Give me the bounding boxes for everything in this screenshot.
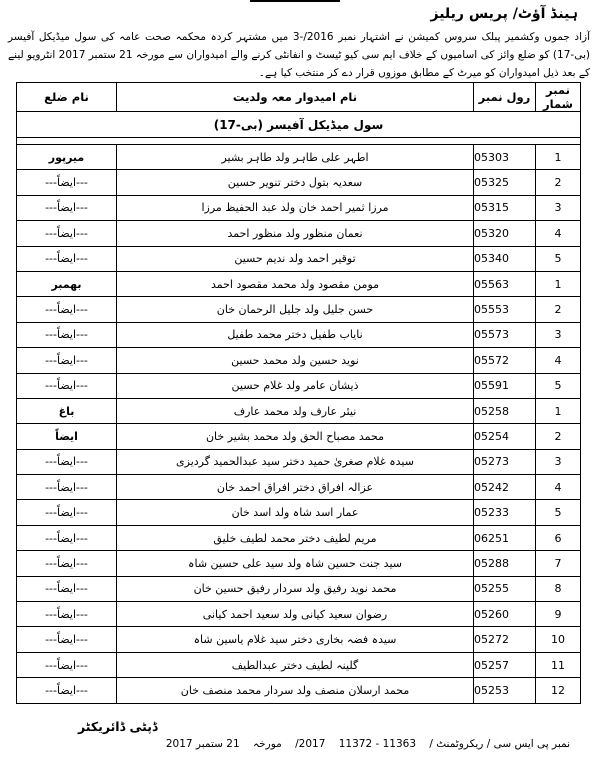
row-serial: 10 [536,627,581,652]
row-candidate-name: نیئر عارف ولد محمد عارف [117,398,474,423]
top-rule [250,0,340,8]
row-district: ---ایضاً--- [17,475,117,500]
row-roll-number: 05573 [474,322,536,347]
reference-label: نمبر پی ایس سی / ریکروٹمنٹ / [429,738,570,750]
row-roll-number: 05340 [474,246,536,271]
row-district: ---ایضاً--- [17,627,117,652]
section-spacer [17,138,581,145]
table-row [17,348,581,373]
row-roll-number: 05273 [474,449,536,474]
date-label: مورخہ [253,738,282,750]
row-candidate-name: نایاب طفیل دختر محمد طفیل [117,322,474,347]
row-roll-number: 05315 [474,195,536,220]
table-row [17,652,581,677]
row-serial: 4 [536,475,581,500]
table-row [17,373,581,398]
row-serial: 4 [536,221,581,246]
row-serial: 7 [536,551,581,576]
row-serial: 1 [536,398,581,423]
table-row [17,627,581,652]
row-district: ---ایضاً--- [17,221,117,246]
row-candidate-name: مومن مقصود ولد محمد مقصود احمد [117,271,474,296]
row-district: ---ایضاً--- [17,602,117,627]
row-serial: 3 [536,195,581,220]
intro-paragraph: آزاد جموں وکشمیر پبلک سروس کمیشن نے اشتہار نمبر 2016/-3 میں مشتہر کردہ محکمہ صحت عامہ کی سول میڈیکل آفیسر (بی-17) کو ضلع وائز کی اسامیوں کے خلاف ایم سی کیو ٹیسٹ و انفانٹی کرنے والے امیدواران سے مورخہ 21 ستمبر 2017 انٹرویو لینے کے بعد ذیل امیدواران کو میرٹ کے مطابق موزوں قرار دے کر منتخب کیا ہے۔ [8,31,590,79]
row-district: ---ایضاً--- [17,195,117,220]
table-row [17,678,581,703]
row-candidate-name: نوید حسین ولد محمد حسین [117,348,474,373]
row-district: ---ایضاً--- [17,297,117,322]
row-roll-number: 05253 [474,678,536,703]
row-district: باغ [17,398,117,423]
row-candidate-name: نعمان منظور ولد منظور احمد [117,221,474,246]
row-roll-number: 06251 [474,525,536,550]
row-serial: 2 [536,297,581,322]
table-row [17,297,581,322]
table-row [17,145,581,170]
row-candidate-name: گلینہ لطیف دختر عبدالطیف [117,652,474,677]
row-serial: 8 [536,576,581,601]
table-row [17,246,581,271]
row-district: ---ایضاً--- [17,348,117,373]
row-candidate-name: سعدیہ بتول دختر تنویر حسین [117,170,474,195]
row-serial: 5 [536,246,581,271]
row-candidate-name: اطہر علی طاہر ولد طاہر بشیر [117,145,474,170]
row-roll-number: 05272 [474,627,536,652]
row-district: میرپور [17,145,117,170]
row-roll-number: 05255 [474,576,536,601]
table-row [17,449,581,474]
row-serial: 9 [536,602,581,627]
row-serial: 2 [536,170,581,195]
row-district: ---ایضاً--- [17,322,117,347]
row-serial: 5 [536,373,581,398]
row-district: ---ایضاً--- [17,500,117,525]
row-roll-number: 05254 [474,424,536,449]
row-district: ---ایضاً--- [17,525,117,550]
reference-line [120,737,570,752]
row-district: بھمبر [17,271,117,296]
row-roll-number: 05303 [474,145,536,170]
row-district: ایضاً [17,424,117,449]
table-row [17,322,581,347]
table-row [17,551,581,576]
reference-year: 2017/ [295,738,326,750]
row-district: ---ایضاً--- [17,449,117,474]
row-roll-number: 05258 [474,398,536,423]
section-spacer-row [17,138,581,145]
table-body [17,145,581,704]
row-candidate-name: سیدہ غلام صغریٰ حمید دختر سید عبدالحمید گردیزی [117,449,474,474]
row-roll-number: 05325 [474,170,536,195]
row-candidate-name: محمد مصباح الحق ولد محمد بشیر خان [117,424,474,449]
row-serial: 4 [536,348,581,373]
row-roll-number: 05257 [474,652,536,677]
row-serial: 3 [536,449,581,474]
row-roll-number: 05233 [474,500,536,525]
row-candidate-name: عمار اسد شاہ ولد اسد خان [117,500,474,525]
row-serial: 1 [536,271,581,296]
table-row [17,195,581,220]
header-roll: رول نمبر [474,83,536,112]
row-roll-number: 05260 [474,602,536,627]
header-serial: نمبر شمار [536,83,581,112]
row-candidate-name: رضوان سعید کیانی ولد سعید احمد کیانی [117,602,474,627]
row-roll-number: 05320 [474,221,536,246]
row-roll-number: 05563 [474,271,536,296]
row-serial: 6 [536,525,581,550]
results-table [16,82,581,704]
table-row [17,398,581,423]
row-serial: 3 [536,322,581,347]
row-candidate-name: سیدہ فضہ بخاری دختر سید غلام یاسین شاہ [117,627,474,652]
row-roll-number: 05553 [474,297,536,322]
row-district: ---ایضاً--- [17,576,117,601]
row-roll-number: 05242 [474,475,536,500]
section-title: سول میڈیکل آفیسر (بی-17) [17,112,581,138]
header-name: نام امیدوار معہ ولدیت [117,83,474,112]
row-serial: 1 [536,145,581,170]
row-candidate-name: عزالہ افراق دختر افراق احمد خان [117,475,474,500]
row-candidate-name: مرزا ثمیر احمد خان ولد عبد الحفیظ مرزا [117,195,474,220]
row-candidate-name: ذیشان عامر ولد غلام حسین [117,373,474,398]
table-row [17,424,581,449]
table-row [17,500,581,525]
row-candidate-name: محمد نوید رفیق ولد سردار رفیق حسین خان [117,576,474,601]
table-row [17,271,581,296]
row-serial: 12 [536,678,581,703]
row-serial: 11 [536,652,581,677]
table-row [17,602,581,627]
row-district: ---ایضاً--- [17,246,117,271]
header-district: نام ضلع [17,83,117,112]
row-candidate-name: توقیر احمد ولد ندیم حسین [117,246,474,271]
row-candidate-name: حسن جلیل ولد جلیل الرحمان خان [117,297,474,322]
row-roll-number: 05591 [474,373,536,398]
row-district: ---ایضاً--- [17,170,117,195]
table-row [17,525,581,550]
table-row [17,475,581,500]
row-candidate-name: محمد ارسلان منصف ولد سردار محمد منصف خان [117,678,474,703]
signature-title: ڈپٹی ڈائریکٹر [78,719,158,734]
reference-number: 11363 - 11372 [338,738,417,750]
row-serial: 2 [536,424,581,449]
row-district: ---ایضاً--- [17,551,117,576]
row-serial: 5 [536,500,581,525]
table-row [17,221,581,246]
row-roll-number: 05572 [474,348,536,373]
row-roll-number: 05288 [474,551,536,576]
table-row [17,170,581,195]
row-district: ---ایضاً--- [17,652,117,677]
row-district: ---ایضاً--- [17,373,117,398]
date-value: 21 ستمبر 2017 [165,738,240,750]
table-header-row [17,83,581,112]
section-row [17,112,581,138]
row-candidate-name: سید جنت حسین شاہ ولد سید علی حسین شاہ [117,551,474,576]
table-row [17,576,581,601]
row-candidate-name: مریم لطیف دختر محمد لطیف خلیق [117,525,474,550]
page-title: ہینڈ آؤٹ/ پریس ریلیز [430,6,578,22]
row-district: ---ایضاً--- [17,678,117,703]
